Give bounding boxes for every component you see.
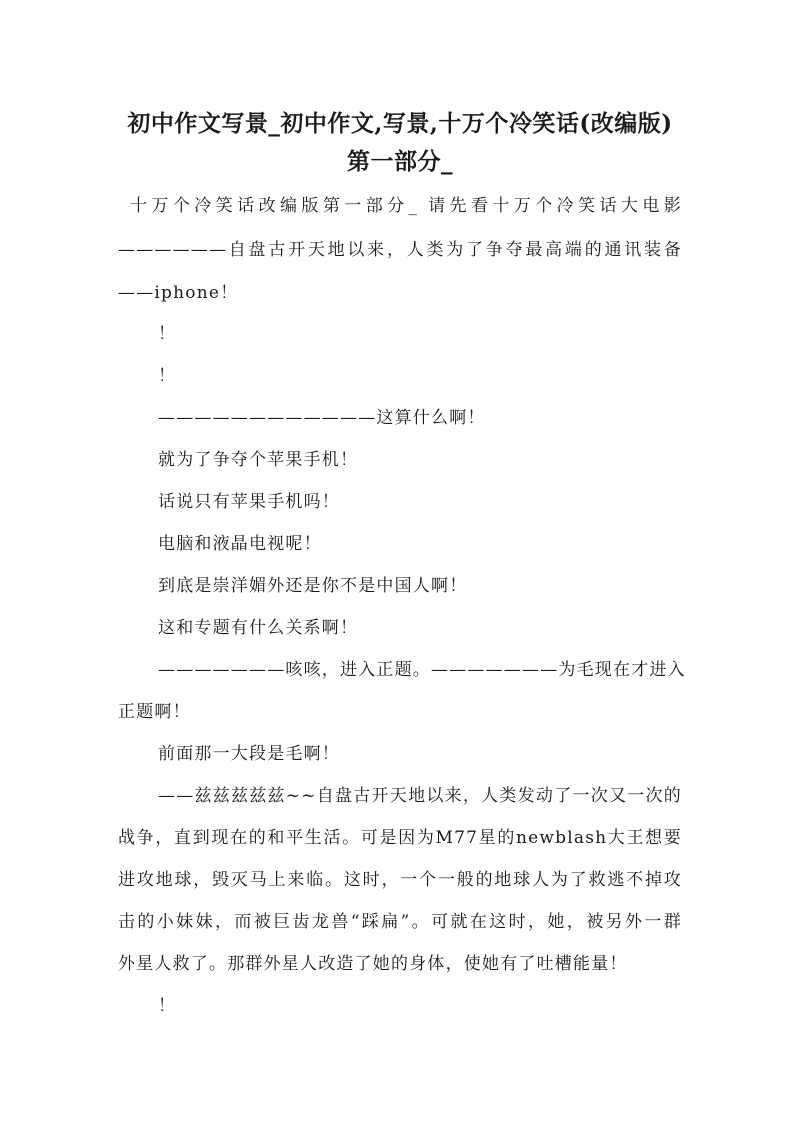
paragraph-line: ——iphone！ [118, 283, 239, 303]
paragraph-line: 这和专题有什么关系啊！ [158, 618, 359, 638]
paragraph-line: 话说只有苹果手机吗！ [158, 492, 340, 512]
paragraph-line: 进攻地球，毁灭马上来临。这时，一个一般的地球人为了救逃不掉攻 [118, 870, 682, 890]
paragraph-line: ————————————这算什么啊！ [158, 408, 486, 428]
paragraph-line: ——兹兹兹兹兹~~自盘古开天地以来，人类发动了一次又一次的 [158, 786, 682, 806]
paragraph-line: 到底是崇洋媚外还是你不是中国人啊！ [158, 576, 468, 596]
paragraph-line: 就为了争夺个苹果手机！ [158, 450, 359, 470]
paragraph-line: ！ [158, 324, 177, 344]
paragraph-line: 电脑和液晶电视呢！ [158, 534, 322, 554]
paragraph-line: 正题啊！ [118, 702, 191, 722]
paragraph-line: 战争，直到现在的和平生活。可是因为M77星的newblash大王想要 [118, 828, 682, 848]
paragraph-line: 击的小妹妹，而被巨齿龙兽“踩扁”。可就在这时，她，被另外一群 [118, 912, 682, 932]
paragraph-line: ！ [158, 366, 177, 386]
document-title-line-1: 初中作文写景_初中作文,写景,十万个冷笑话(改编版) [127, 110, 673, 137]
paragraph-line: 十万个冷笑话改编版第一部分_ 请先看十万个冷笑话大电影 [130, 196, 682, 216]
paragraph-line: ——————自盘古开天地以来，人类为了争夺最高端的通讯装备 [118, 240, 682, 260]
document-title-line-2: 第一部分_ [347, 148, 453, 175]
paragraph-line: ———————咳咳，进入正题。———————为毛现在才进入 [158, 660, 686, 680]
paragraph-line: 前面那一大段是毛啊！ [158, 744, 340, 764]
paragraph-line: ！ [158, 996, 177, 1016]
paragraph-line: 外星人救了。那群外星人改造了她的身体，使她有了吐槽能量！ [118, 954, 628, 974]
